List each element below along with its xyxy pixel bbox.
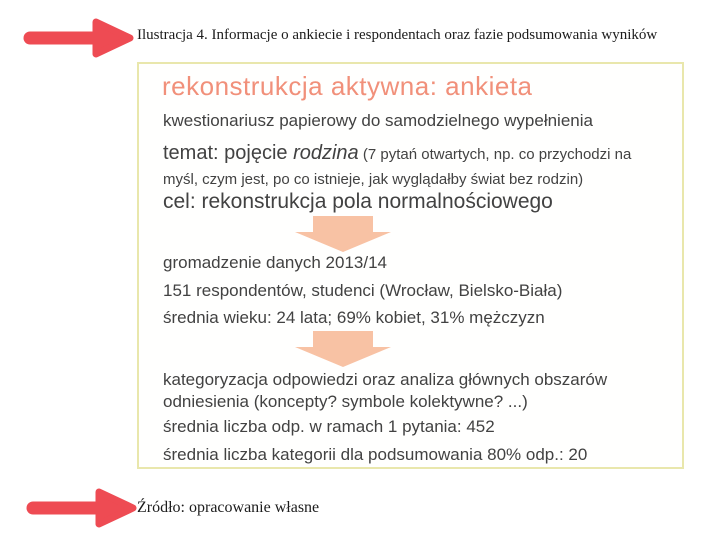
topic-term: rodzina — [293, 142, 359, 164]
data-collection-line: 151 respondentów, studenci (Wrocław, Bielsko-Biała) — [163, 281, 563, 300]
down-arrow-icon — [295, 331, 391, 367]
data-collection-line: gromadzenie danych 2013/14 — [163, 253, 387, 272]
slide-box — [137, 62, 684, 469]
slide-title: rekonstrukcja aktywna: ankieta — [162, 71, 533, 101]
slide-goal-line: cel: rekonstrukcja pola normalnościowego — [163, 190, 553, 213]
summary-line: średnia liczba odp. w ramach 1 pytania: 452 — [163, 417, 495, 436]
right-arrow-icon — [22, 16, 136, 60]
figure-caption-bottom: Źródło: opracowanie własne — [137, 499, 320, 516]
figure-caption-top: Ilustracja 4. Informacje o ankiecie i respondentach oraz fazie podsumowania wyników — [137, 27, 658, 43]
down-arrow-icon — [295, 216, 391, 252]
slide-topic-line — [163, 141, 655, 191]
right-arrow-icon — [25, 485, 139, 531]
slide-subtitle: kwestionariusz papierowy do samodzielnego wypełnienia — [163, 111, 593, 130]
topic-lead: temat: pojęcie — [163, 142, 294, 164]
summary-line: średnia liczba kategorii dla podsumowania 80% odp.: 20 — [163, 445, 588, 464]
summary-line: kategoryzacja odpowiedzi oraz analiza głównych obszarów odniesienia (koncepty? symbole kolektywne? ...) — [163, 370, 608, 412]
data-collection-line: średnia wieku: 24 lata; 69% kobiet, 31% mężczyzn — [163, 308, 545, 327]
topic-detail: (7 pytań otwartych, np. co przychodzi na myśl, czym jest, po co istnieje, jak wyglądałby świat bez rodzin) — [163, 146, 632, 188]
